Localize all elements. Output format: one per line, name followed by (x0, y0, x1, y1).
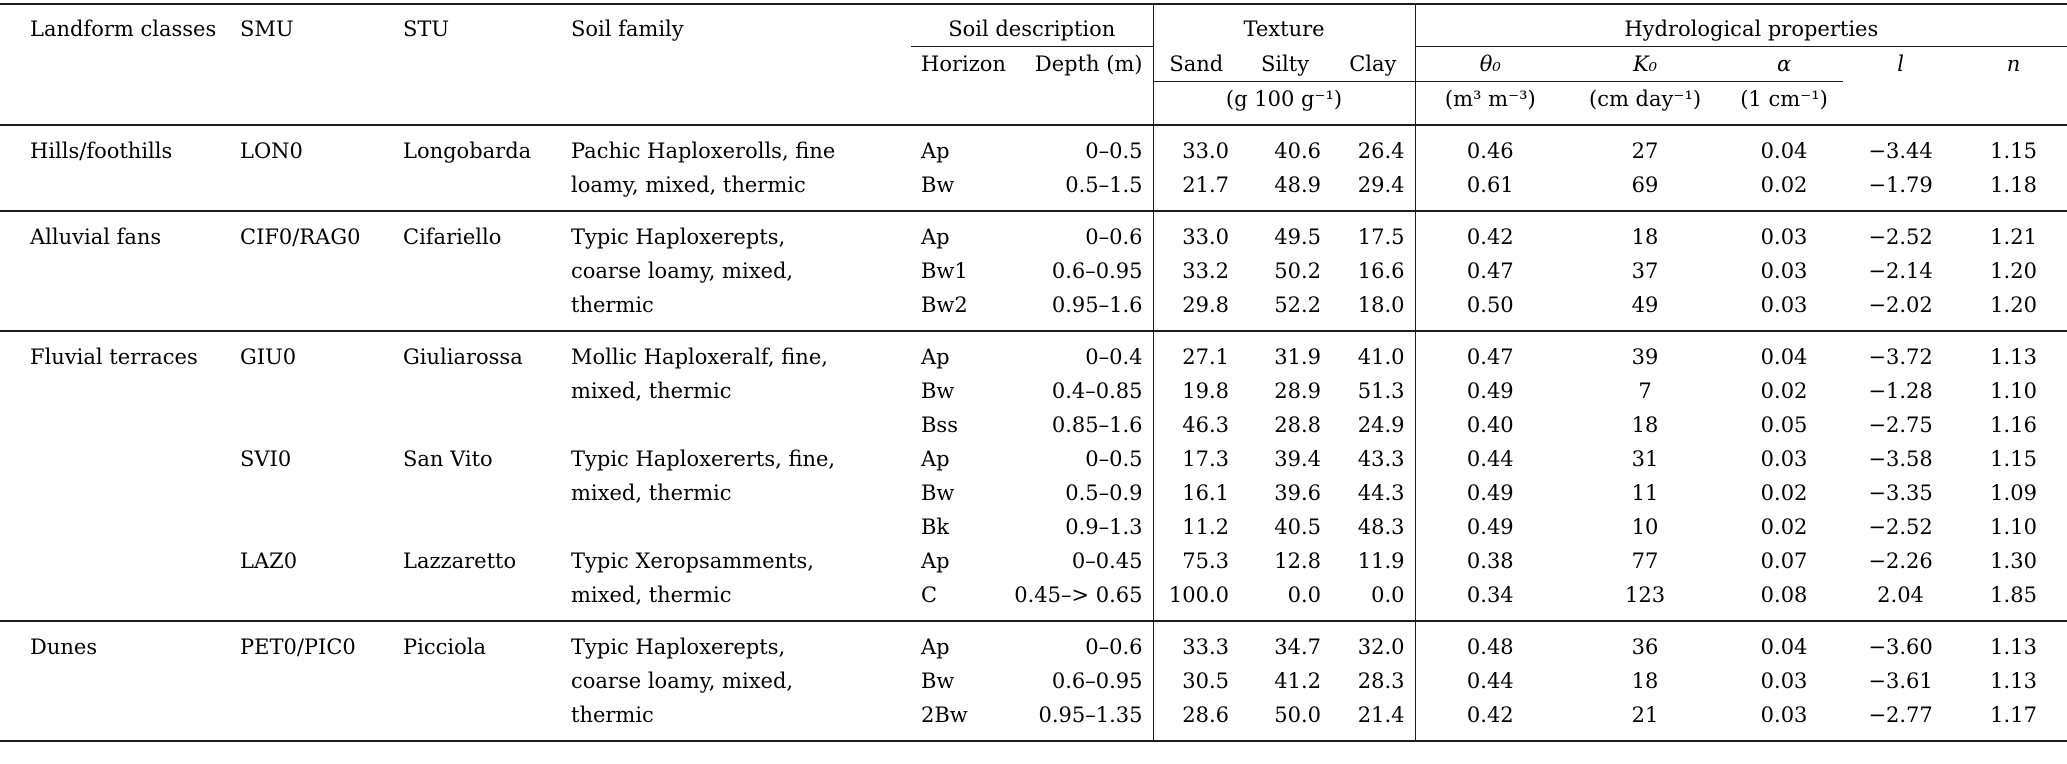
cell-k0: 18 (1631, 669, 1659, 693)
header-soil-family: Soil family (571, 17, 684, 41)
cell-l: −2.02 (1868, 293, 1933, 317)
cell-k0: 11 (1631, 481, 1659, 505)
cell-sand: 19.8 (1153, 374, 1239, 408)
cell-n: 1.17 (1990, 703, 2037, 727)
cell-n: 1.20 (1990, 293, 2037, 317)
cell-horizon: Ap (921, 139, 950, 163)
cell-landform (0, 510, 230, 544)
cell-sand: 27.1 (1153, 331, 1239, 374)
cell-smu (230, 168, 393, 211)
cell-alpha: 0.03 (1760, 259, 1808, 283)
table-row (0, 254, 2067, 288)
cell-depth: 0–0.6 (1085, 225, 1143, 249)
table-row (0, 578, 2067, 621)
table-row (0, 544, 2067, 578)
cell-sand: 46.3 (1153, 408, 1239, 442)
cell-depth: 0.4–0.85 (1051, 379, 1143, 403)
cell-clay: 51.3 (1357, 379, 1405, 403)
cell-sand: 33.3 (1153, 621, 1239, 664)
cell-theta0: 0.49 (1415, 374, 1565, 408)
cell-family (561, 408, 911, 442)
cell-k0: 123 (1625, 583, 1666, 607)
header-group-texture: Texture (1153, 4, 1415, 47)
cell-l: −2.75 (1868, 413, 1933, 437)
cell-landform (0, 698, 230, 741)
cell-alpha: 0.04 (1760, 139, 1808, 163)
cell-depth: 0–0.45 (1071, 549, 1143, 573)
cell-smu (230, 698, 393, 741)
cell-depth: 0.5–0.9 (1065, 481, 1143, 505)
cell-stu (393, 288, 561, 331)
cell-silty: 40.6 (1274, 139, 1322, 163)
cell-smu: CIF0/RAG0 (240, 225, 361, 249)
soil-properties-table-wrapper (0, 3, 2067, 742)
cell-horizon: Bw (921, 481, 955, 505)
cell-alpha: 0.03 (1760, 293, 1808, 317)
cell-smu: LAZ0 (240, 549, 298, 573)
cell-alpha: 0.04 (1760, 635, 1808, 659)
cell-sand: 29.8 (1153, 288, 1239, 331)
header-horizon: Horizon (921, 52, 1006, 76)
table-row (0, 288, 2067, 331)
cell-clay: 21.4 (1357, 703, 1405, 727)
cell-depth: 0.6–0.95 (1051, 259, 1143, 283)
cell-silty: 39.6 (1274, 481, 1322, 505)
cell-family: mixed, thermic (571, 379, 732, 403)
cell-sand: 30.5 (1153, 664, 1239, 698)
cell-sand: 16.1 (1153, 476, 1239, 510)
cell-horizon: Bw (921, 669, 955, 693)
cell-depth: 0.45–> 0.65 (1014, 583, 1143, 607)
header-smu: SMU (240, 17, 294, 41)
cell-family: loamy, mixed, thermic (571, 173, 806, 197)
cell-alpha: 0.03 (1760, 669, 1808, 693)
cell-alpha: 0.02 (1760, 481, 1808, 505)
cell-smu (230, 664, 393, 698)
cell-family: Typic Haploxererts, fine, (571, 447, 836, 471)
header-landform-classes: Landform classes (30, 17, 217, 41)
cell-n: 1.16 (1990, 413, 2037, 437)
cell-family: thermic (571, 293, 654, 317)
header-alpha: α (1725, 47, 1843, 82)
cell-sand: 100.0 (1153, 578, 1239, 621)
cell-silty: 52.2 (1274, 293, 1322, 317)
table-row (0, 168, 2067, 211)
table-row (0, 211, 2067, 254)
cell-horizon: Ap (921, 225, 950, 249)
cell-landform (0, 544, 230, 578)
cell-depth: 0.5–1.5 (1065, 173, 1143, 197)
cell-landform: Dunes (30, 635, 98, 659)
cell-sand: 33.0 (1153, 125, 1239, 168)
cell-n: 1.13 (1990, 345, 2037, 369)
cell-stu (393, 476, 561, 510)
cell-stu (393, 698, 561, 741)
cell-smu (230, 374, 393, 408)
cell-landform: Hills/foothills (30, 139, 173, 163)
cell-family: Mollic Haploxeralf, fine, (571, 345, 828, 369)
cell-theta0: 0.50 (1415, 288, 1565, 331)
cell-clay: 32.0 (1357, 635, 1405, 659)
header-l-unit-spacer (1843, 82, 1958, 126)
cell-clay: 11.9 (1357, 549, 1405, 573)
cell-k0: 49 (1631, 293, 1659, 317)
cell-stu: Longobarda (403, 139, 532, 163)
cell-k0: 10 (1631, 515, 1659, 539)
cell-stu (393, 254, 561, 288)
cell-stu: Giuliarossa (403, 345, 523, 369)
cell-silty: 12.8 (1274, 549, 1322, 573)
cell-l: −1.28 (1868, 379, 1933, 403)
cell-stu: San Vito (403, 447, 493, 471)
cell-sand: 28.6 (1153, 698, 1239, 741)
cell-theta0: 0.40 (1415, 408, 1565, 442)
table-row (0, 125, 2067, 168)
cell-smu (230, 510, 393, 544)
cell-l: −2.52 (1868, 515, 1933, 539)
cell-smu (230, 578, 393, 621)
cell-smu: LON0 (240, 139, 303, 163)
cell-depth: 0–0.6 (1085, 635, 1143, 659)
cell-landform (0, 408, 230, 442)
cell-n: 1.10 (1990, 379, 2037, 403)
cell-n: 1.85 (1990, 583, 2037, 607)
cell-sand: 33.0 (1153, 211, 1239, 254)
table-row (0, 621, 2067, 664)
cell-l: −3.58 (1868, 447, 1933, 471)
cell-alpha: 0.02 (1760, 379, 1808, 403)
cell-theta0: 0.48 (1415, 621, 1565, 664)
header-l: l (1897, 52, 1904, 76)
cell-landform (0, 664, 230, 698)
cell-alpha: 0.03 (1760, 703, 1808, 727)
cell-silty: 48.9 (1274, 173, 1322, 197)
cell-horizon: Bw2 (921, 293, 968, 317)
table-row (0, 442, 2067, 476)
cell-clay: 26.4 (1357, 139, 1405, 163)
cell-depth: 0.9–1.3 (1065, 515, 1143, 539)
header-theta0-unit: (m³ m⁻³) (1415, 82, 1565, 126)
cell-k0: 39 (1631, 345, 1659, 369)
cell-k0: 77 (1631, 549, 1659, 573)
cell-family: mixed, thermic (571, 481, 732, 505)
cell-landform (0, 374, 230, 408)
cell-clay: 18.0 (1357, 293, 1405, 317)
cell-n: 1.15 (1990, 139, 2037, 163)
cell-smu (230, 254, 393, 288)
cell-stu (393, 578, 561, 621)
cell-k0: 69 (1631, 173, 1659, 197)
cell-n: 1.10 (1990, 515, 2037, 539)
cell-smu: GIU0 (240, 345, 297, 369)
cell-n: 1.30 (1990, 549, 2037, 573)
cell-silty: 40.5 (1274, 515, 1322, 539)
cell-landform (0, 288, 230, 331)
cell-stu (393, 664, 561, 698)
cell-clay: 16.6 (1357, 259, 1405, 283)
header-alpha-unit: (1 cm⁻¹) (1725, 82, 1843, 126)
cell-alpha: 0.08 (1760, 583, 1808, 607)
cell-landform (0, 254, 230, 288)
cell-silty: 50.0 (1274, 703, 1322, 727)
header-theta0: θ₀ (1415, 47, 1565, 82)
cell-n: 1.09 (1990, 481, 2037, 505)
cell-silty: 34.7 (1274, 635, 1322, 659)
cell-clay: 48.3 (1357, 515, 1405, 539)
cell-family: Typic Haploxerepts, (571, 635, 786, 659)
header-depth: Depth (m) (1034, 52, 1143, 76)
cell-family (561, 510, 911, 544)
cell-n: 1.21 (1990, 225, 2037, 249)
cell-smu (230, 288, 393, 331)
cell-clay: 29.4 (1357, 173, 1405, 197)
cell-k0: 7 (1638, 379, 1652, 403)
cell-k0: 37 (1631, 259, 1659, 283)
cell-k0: 18 (1631, 225, 1659, 249)
table-header (0, 4, 2067, 125)
cell-depth: 0.95–1.35 (1038, 703, 1143, 727)
cell-alpha: 0.03 (1760, 447, 1808, 471)
cell-clay: 24.9 (1357, 413, 1405, 437)
cell-stu: Picciola (403, 635, 486, 659)
cell-n: 1.20 (1990, 259, 2037, 283)
cell-theta0: 0.42 (1415, 698, 1565, 741)
cell-horizon: Ap (921, 345, 950, 369)
cell-theta0: 0.49 (1415, 510, 1565, 544)
cell-n: 1.15 (1990, 447, 2037, 471)
cell-depth: 0–0.4 (1085, 345, 1143, 369)
cell-l: −3.61 (1868, 669, 1933, 693)
cell-theta0: 0.49 (1415, 476, 1565, 510)
cell-stu (393, 374, 561, 408)
cell-horizon: C (921, 583, 938, 607)
cell-alpha: 0.04 (1760, 345, 1808, 369)
cell-theta0: 0.42 (1415, 211, 1565, 254)
header-texture-unit: (g 100 g⁻¹) (1153, 82, 1415, 126)
cell-l: −2.77 (1868, 703, 1933, 727)
cell-alpha: 0.05 (1760, 413, 1808, 437)
cell-smu (230, 408, 393, 442)
soil-properties-table (0, 3, 2067, 742)
cell-landform: Fluvial terraces (30, 345, 198, 369)
cell-silty: 50.2 (1274, 259, 1322, 283)
cell-smu (230, 476, 393, 510)
cell-stu: Lazzaretto (403, 549, 517, 573)
cell-sand: 21.7 (1153, 168, 1239, 211)
cell-theta0: 0.44 (1415, 664, 1565, 698)
header-clay: Clay (1331, 47, 1415, 82)
cell-k0: 31 (1631, 447, 1659, 471)
cell-stu (393, 168, 561, 211)
cell-theta0: 0.47 (1415, 331, 1565, 374)
cell-silty: 49.5 (1274, 225, 1322, 249)
cell-horizon: Ap (921, 635, 950, 659)
cell-sand: 11.2 (1153, 510, 1239, 544)
cell-landform (0, 578, 230, 621)
table-row (0, 331, 2067, 374)
cell-landform (0, 442, 230, 476)
header-k0-unit: (cm day⁻¹) (1565, 82, 1725, 126)
header-silty: Silty (1239, 47, 1331, 82)
header-n: n (2006, 52, 2021, 76)
cell-theta0: 0.34 (1415, 578, 1565, 621)
cell-landform: Alluvial fans (30, 225, 162, 249)
cell-family: Pachic Haploxerolls, fine (571, 139, 836, 163)
cell-depth: 0–0.5 (1085, 447, 1143, 471)
header-units-spacer (911, 82, 1153, 126)
cell-horizon: Bw1 (921, 259, 968, 283)
cell-clay: 44.3 (1357, 481, 1405, 505)
cell-clay: 0.0 (1371, 583, 1405, 607)
cell-clay: 43.3 (1357, 447, 1405, 471)
table-row (0, 664, 2067, 698)
cell-family: Typic Haploxerepts, (571, 225, 786, 249)
cell-alpha: 0.07 (1760, 549, 1808, 573)
cell-l: −3.72 (1868, 345, 1933, 369)
cell-clay: 28.3 (1357, 669, 1405, 693)
cell-horizon: Bw (921, 173, 955, 197)
cell-depth: 0–0.5 (1085, 139, 1143, 163)
cell-k0: 21 (1631, 703, 1659, 727)
cell-horizon: Bw (921, 379, 955, 403)
cell-k0: 27 (1631, 139, 1659, 163)
cell-smu: PET0/PIC0 (240, 635, 356, 659)
cell-n: 1.13 (1990, 635, 2037, 659)
table-body (0, 125, 2067, 741)
cell-k0: 36 (1631, 635, 1659, 659)
cell-theta0: 0.44 (1415, 442, 1565, 476)
cell-alpha: 0.02 (1760, 515, 1808, 539)
cell-theta0: 0.38 (1415, 544, 1565, 578)
cell-smu: SVI0 (240, 447, 292, 471)
cell-horizon: Bss (921, 413, 958, 437)
header-sand: Sand (1153, 47, 1239, 82)
header-stu: STU (403, 17, 450, 41)
cell-clay: 17.5 (1357, 225, 1405, 249)
cell-silty: 39.4 (1274, 447, 1322, 471)
cell-l: −1.79 (1868, 173, 1933, 197)
header-group-hydrological-properties: Hydrological properties (1415, 4, 2067, 47)
cell-stu (393, 408, 561, 442)
cell-l: −2.14 (1868, 259, 1933, 283)
cell-k0: 18 (1631, 413, 1659, 437)
cell-depth: 0.85–1.6 (1051, 413, 1143, 437)
cell-alpha: 0.02 (1760, 173, 1808, 197)
cell-family: coarse loamy, mixed, (571, 669, 794, 693)
cell-silty: 28.8 (1274, 413, 1322, 437)
cell-stu (393, 510, 561, 544)
cell-depth: 0.95–1.6 (1051, 293, 1143, 317)
cell-family: Typic Xeropsamments, (571, 549, 814, 573)
cell-sand: 33.2 (1153, 254, 1239, 288)
cell-silty: 41.2 (1274, 669, 1322, 693)
cell-l: −3.60 (1868, 635, 1933, 659)
table-row (0, 408, 2067, 442)
cell-l: −3.35 (1868, 481, 1933, 505)
cell-horizon: 2Bw (921, 703, 968, 727)
cell-sand: 75.3 (1153, 544, 1239, 578)
cell-landform (0, 168, 230, 211)
cell-family: thermic (571, 703, 654, 727)
table-row (0, 374, 2067, 408)
cell-theta0: 0.61 (1415, 168, 1565, 211)
cell-horizon: Ap (921, 447, 950, 471)
header-k0: K₀ (1565, 47, 1725, 82)
cell-l: −2.52 (1868, 225, 1933, 249)
header-group-soil-description: Soil description (911, 4, 1153, 47)
table-row (0, 510, 2067, 544)
cell-sand: 17.3 (1153, 442, 1239, 476)
table-row (0, 698, 2067, 741)
cell-silty: 28.9 (1274, 379, 1322, 403)
cell-l: −3.44 (1868, 139, 1933, 163)
cell-family: coarse loamy, mixed, (571, 259, 794, 283)
cell-family: mixed, thermic (571, 583, 732, 607)
cell-horizon: Bk (921, 515, 950, 539)
cell-alpha: 0.03 (1760, 225, 1808, 249)
table-row (0, 476, 2067, 510)
cell-stu: Cifariello (403, 225, 502, 249)
cell-theta0: 0.47 (1415, 254, 1565, 288)
header-n-unit-spacer (1958, 82, 2067, 126)
cell-l: −2.26 (1868, 549, 1933, 573)
cell-clay: 41.0 (1357, 345, 1405, 369)
cell-n: 1.13 (1990, 669, 2037, 693)
cell-landform (0, 476, 230, 510)
cell-silty: 31.9 (1274, 345, 1322, 369)
cell-n: 1.18 (1990, 173, 2037, 197)
header-row-groups (0, 4, 2067, 47)
cell-theta0: 0.46 (1415, 125, 1565, 168)
cell-depth: 0.6–0.95 (1051, 669, 1143, 693)
cell-silty: 0.0 (1287, 583, 1322, 607)
cell-l: 2.04 (1877, 583, 1924, 607)
cell-horizon: Ap (921, 549, 950, 573)
